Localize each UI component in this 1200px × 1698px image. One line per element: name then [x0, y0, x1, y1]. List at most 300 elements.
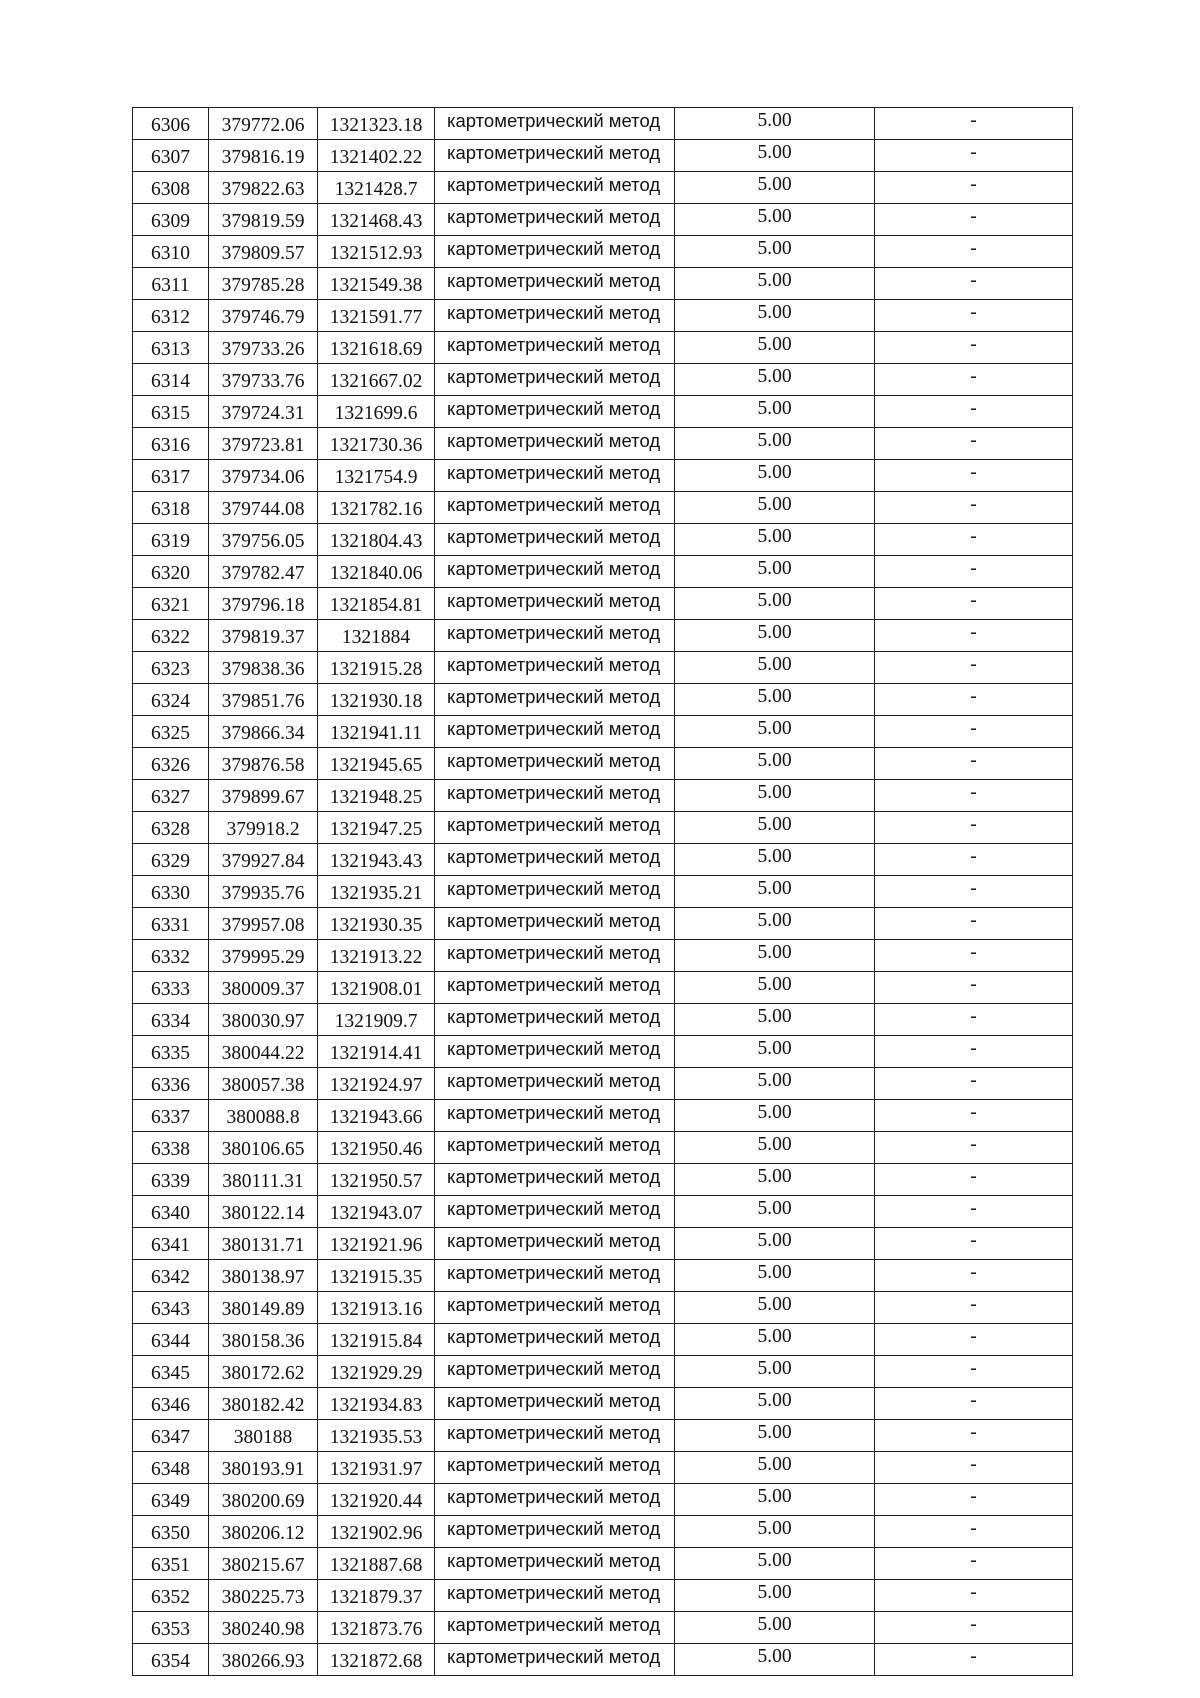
x-coordinate-cell: 379851.76	[209, 684, 318, 716]
y-coordinate-cell: 1321941.11	[318, 716, 435, 748]
note-cell: -	[875, 1324, 1073, 1356]
accuracy-cell: 5.00	[675, 812, 875, 844]
note-cell: -	[875, 556, 1073, 588]
note-cell: -	[875, 748, 1073, 780]
point-number-cell: 6334	[133, 1004, 209, 1036]
point-number-cell: 6352	[133, 1580, 209, 1612]
accuracy-cell: 5.00	[675, 1004, 875, 1036]
method-cell: картометрический метод	[435, 1036, 675, 1068]
table-row	[133, 1260, 1073, 1292]
table-row	[133, 140, 1073, 172]
note-cell: -	[875, 108, 1073, 140]
point-number-cell: 6349	[133, 1484, 209, 1516]
point-number-cell: 6318	[133, 492, 209, 524]
accuracy-cell: 5.00	[675, 1388, 875, 1420]
point-number-cell: 6316	[133, 428, 209, 460]
note-cell: -	[875, 1644, 1073, 1676]
y-coordinate-cell: 1321908.01	[318, 972, 435, 1004]
y-coordinate-cell: 1321591.77	[318, 300, 435, 332]
method-cell: картометрический метод	[435, 1452, 675, 1484]
table-row	[133, 780, 1073, 812]
note-cell: -	[875, 876, 1073, 908]
method-cell: картометрический метод	[435, 716, 675, 748]
accuracy-cell: 5.00	[675, 652, 875, 684]
point-number-cell: 6307	[133, 140, 209, 172]
note-cell: -	[875, 1580, 1073, 1612]
x-coordinate-cell: 380193.91	[209, 1452, 318, 1484]
x-coordinate-cell: 379899.67	[209, 780, 318, 812]
point-number-cell: 6321	[133, 588, 209, 620]
x-coordinate-cell: 379746.79	[209, 300, 318, 332]
table-row	[133, 236, 1073, 268]
y-coordinate-cell: 1321873.76	[318, 1612, 435, 1644]
point-number-cell: 6319	[133, 524, 209, 556]
x-coordinate-cell: 379724.31	[209, 396, 318, 428]
point-number-cell: 6351	[133, 1548, 209, 1580]
method-cell: картометрический метод	[435, 844, 675, 876]
y-coordinate-cell: 1321920.44	[318, 1484, 435, 1516]
method-cell: картометрический метод	[435, 460, 675, 492]
point-number-cell: 6306	[133, 108, 209, 140]
note-cell: -	[875, 940, 1073, 972]
point-number-cell: 6322	[133, 620, 209, 652]
note-cell: -	[875, 428, 1073, 460]
x-coordinate-cell: 379927.84	[209, 844, 318, 876]
accuracy-cell: 5.00	[675, 236, 875, 268]
y-coordinate-cell: 1321840.06	[318, 556, 435, 588]
note-cell: -	[875, 1388, 1073, 1420]
point-number-cell: 6336	[133, 1068, 209, 1100]
note-cell: -	[875, 652, 1073, 684]
note-cell: -	[875, 300, 1073, 332]
y-coordinate-cell: 1321945.65	[318, 748, 435, 780]
note-cell: -	[875, 1036, 1073, 1068]
x-coordinate-cell: 380240.98	[209, 1612, 318, 1644]
y-coordinate-cell: 1321913.22	[318, 940, 435, 972]
table-row	[133, 588, 1073, 620]
x-coordinate-cell: 379838.36	[209, 652, 318, 684]
note-cell: -	[875, 236, 1073, 268]
point-number-cell: 6333	[133, 972, 209, 1004]
method-cell: картометрический метод	[435, 172, 675, 204]
accuracy-cell: 5.00	[675, 1420, 875, 1452]
accuracy-cell: 5.00	[675, 908, 875, 940]
accuracy-cell: 5.00	[675, 140, 875, 172]
accuracy-cell: 5.00	[675, 300, 875, 332]
y-coordinate-cell: 1321804.43	[318, 524, 435, 556]
point-number-cell: 6344	[133, 1324, 209, 1356]
point-number-cell: 6324	[133, 684, 209, 716]
accuracy-cell: 5.00	[675, 1100, 875, 1132]
y-coordinate-cell: 1321549.38	[318, 268, 435, 300]
x-coordinate-cell: 379819.37	[209, 620, 318, 652]
note-cell: -	[875, 1068, 1073, 1100]
table-row	[133, 684, 1073, 716]
method-cell: картометрический метод	[435, 1260, 675, 1292]
note-cell: -	[875, 1228, 1073, 1260]
note-cell: -	[875, 1452, 1073, 1484]
table-row	[133, 300, 1073, 332]
table-row	[133, 1004, 1073, 1036]
table-row	[133, 332, 1073, 364]
method-cell: картометрический метод	[435, 1644, 675, 1676]
y-coordinate-cell: 1321909.7	[318, 1004, 435, 1036]
table-row	[133, 812, 1073, 844]
x-coordinate-cell: 380009.37	[209, 972, 318, 1004]
x-coordinate-cell: 379734.06	[209, 460, 318, 492]
point-number-cell: 6338	[133, 1132, 209, 1164]
point-number-cell: 6309	[133, 204, 209, 236]
method-cell: картометрический метод	[435, 1292, 675, 1324]
note-cell: -	[875, 1164, 1073, 1196]
y-coordinate-cell: 1321618.69	[318, 332, 435, 364]
accuracy-cell: 5.00	[675, 524, 875, 556]
accuracy-cell: 5.00	[675, 460, 875, 492]
table-row	[133, 1324, 1073, 1356]
point-number-cell: 6335	[133, 1036, 209, 1068]
point-number-cell: 6339	[133, 1164, 209, 1196]
x-coordinate-cell: 380138.97	[209, 1260, 318, 1292]
method-cell: картометрический метод	[435, 1164, 675, 1196]
point-number-cell: 6347	[133, 1420, 209, 1452]
point-number-cell: 6329	[133, 844, 209, 876]
x-coordinate-cell: 379733.76	[209, 364, 318, 396]
point-number-cell: 6326	[133, 748, 209, 780]
accuracy-cell: 5.00	[675, 1356, 875, 1388]
table-row	[133, 1420, 1073, 1452]
x-coordinate-cell: 379995.29	[209, 940, 318, 972]
note-cell: -	[875, 1132, 1073, 1164]
accuracy-cell: 5.00	[675, 268, 875, 300]
note-cell: -	[875, 620, 1073, 652]
x-coordinate-cell: 380030.97	[209, 1004, 318, 1036]
method-cell: картометрический метод	[435, 1388, 675, 1420]
table-row	[133, 396, 1073, 428]
x-coordinate-cell: 379822.63	[209, 172, 318, 204]
method-cell: картометрический метод	[435, 1324, 675, 1356]
method-cell: картометрический метод	[435, 1420, 675, 1452]
table-row	[133, 716, 1073, 748]
accuracy-cell: 5.00	[675, 716, 875, 748]
coordinates-table-body	[133, 108, 1073, 1676]
table-row	[133, 268, 1073, 300]
x-coordinate-cell: 380122.14	[209, 1196, 318, 1228]
x-coordinate-cell: 380044.22	[209, 1036, 318, 1068]
y-coordinate-cell: 1321872.68	[318, 1644, 435, 1676]
point-number-cell: 6342	[133, 1260, 209, 1292]
y-coordinate-cell: 1321931.97	[318, 1452, 435, 1484]
method-cell: картометрический метод	[435, 492, 675, 524]
point-number-cell: 6312	[133, 300, 209, 332]
note-cell: -	[875, 1356, 1073, 1388]
method-cell: картометрический метод	[435, 940, 675, 972]
accuracy-cell: 5.00	[675, 1132, 875, 1164]
point-number-cell: 6327	[133, 780, 209, 812]
note-cell: -	[875, 716, 1073, 748]
table-row	[133, 108, 1073, 140]
y-coordinate-cell: 1321943.43	[318, 844, 435, 876]
method-cell: картометрический метод	[435, 1516, 675, 1548]
x-coordinate-cell: 379756.05	[209, 524, 318, 556]
point-number-cell: 6313	[133, 332, 209, 364]
table-row	[133, 1452, 1073, 1484]
note-cell: -	[875, 1196, 1073, 1228]
x-coordinate-cell: 379744.08	[209, 492, 318, 524]
accuracy-cell: 5.00	[675, 1516, 875, 1548]
method-cell: картометрический метод	[435, 972, 675, 1004]
note-cell: -	[875, 172, 1073, 204]
accuracy-cell: 5.00	[675, 1580, 875, 1612]
x-coordinate-cell: 379772.06	[209, 108, 318, 140]
table-row	[133, 940, 1073, 972]
y-coordinate-cell: 1321468.43	[318, 204, 435, 236]
y-coordinate-cell: 1321935.53	[318, 1420, 435, 1452]
y-coordinate-cell: 1321924.97	[318, 1068, 435, 1100]
method-cell: картометрический метод	[435, 908, 675, 940]
table-row	[133, 876, 1073, 908]
table-row	[133, 1548, 1073, 1580]
accuracy-cell: 5.00	[675, 204, 875, 236]
note-cell: -	[875, 588, 1073, 620]
point-number-cell: 6340	[133, 1196, 209, 1228]
x-coordinate-cell: 379816.19	[209, 140, 318, 172]
accuracy-cell: 5.00	[675, 1292, 875, 1324]
y-coordinate-cell: 1321930.18	[318, 684, 435, 716]
x-coordinate-cell: 380182.42	[209, 1388, 318, 1420]
method-cell: картометрический метод	[435, 1068, 675, 1100]
method-cell: картометрический метод	[435, 876, 675, 908]
accuracy-cell: 5.00	[675, 1324, 875, 1356]
point-number-cell: 6343	[133, 1292, 209, 1324]
y-coordinate-cell: 1321879.37	[318, 1580, 435, 1612]
y-coordinate-cell: 1321948.25	[318, 780, 435, 812]
table-row	[133, 1068, 1073, 1100]
y-coordinate-cell: 1321884	[318, 620, 435, 652]
method-cell: картометрический метод	[435, 1004, 675, 1036]
accuracy-cell: 5.00	[675, 1260, 875, 1292]
x-coordinate-cell: 380131.71	[209, 1228, 318, 1260]
y-coordinate-cell: 1321934.83	[318, 1388, 435, 1420]
accuracy-cell: 5.00	[675, 1484, 875, 1516]
method-cell: картометрический метод	[435, 588, 675, 620]
x-coordinate-cell: 380158.36	[209, 1324, 318, 1356]
method-cell: картометрический метод	[435, 1132, 675, 1164]
table-row	[133, 556, 1073, 588]
y-coordinate-cell: 1321428.7	[318, 172, 435, 204]
y-coordinate-cell: 1321930.35	[318, 908, 435, 940]
note-cell: -	[875, 140, 1073, 172]
table-row	[133, 524, 1073, 556]
method-cell: картометрический метод	[435, 780, 675, 812]
accuracy-cell: 5.00	[675, 972, 875, 1004]
note-cell: -	[875, 844, 1073, 876]
point-number-cell: 6311	[133, 268, 209, 300]
table-row	[133, 1196, 1073, 1228]
accuracy-cell: 5.00	[675, 1196, 875, 1228]
x-coordinate-cell: 380215.67	[209, 1548, 318, 1580]
point-number-cell: 6332	[133, 940, 209, 972]
table-row	[133, 844, 1073, 876]
method-cell: картометрический метод	[435, 332, 675, 364]
y-coordinate-cell: 1321699.6	[318, 396, 435, 428]
method-cell: картометрический метод	[435, 108, 675, 140]
accuracy-cell: 5.00	[675, 1452, 875, 1484]
x-coordinate-cell: 380149.89	[209, 1292, 318, 1324]
note-cell: -	[875, 1548, 1073, 1580]
accuracy-cell: 5.00	[675, 1548, 875, 1580]
note-cell: -	[875, 1292, 1073, 1324]
y-coordinate-cell: 1321915.35	[318, 1260, 435, 1292]
note-cell: -	[875, 1612, 1073, 1644]
method-cell: картометрический метод	[435, 1580, 675, 1612]
x-coordinate-cell: 380188	[209, 1420, 318, 1452]
table-row	[133, 364, 1073, 396]
y-coordinate-cell: 1321887.68	[318, 1548, 435, 1580]
y-coordinate-cell: 1321730.36	[318, 428, 435, 460]
point-number-cell: 6323	[133, 652, 209, 684]
point-number-cell: 6341	[133, 1228, 209, 1260]
accuracy-cell: 5.00	[675, 108, 875, 140]
point-number-cell: 6315	[133, 396, 209, 428]
method-cell: картометрический метод	[435, 620, 675, 652]
table-row	[133, 1036, 1073, 1068]
table-row	[133, 1644, 1073, 1676]
accuracy-cell: 5.00	[675, 780, 875, 812]
point-number-cell: 6354	[133, 1644, 209, 1676]
method-cell: картометрический метод	[435, 300, 675, 332]
x-coordinate-cell: 379876.58	[209, 748, 318, 780]
method-cell: картометрический метод	[435, 1484, 675, 1516]
table-row	[133, 1164, 1073, 1196]
note-cell: -	[875, 460, 1073, 492]
point-number-cell: 6331	[133, 908, 209, 940]
point-number-cell: 6310	[133, 236, 209, 268]
point-number-cell: 6320	[133, 556, 209, 588]
method-cell: картометрический метод	[435, 204, 675, 236]
note-cell: -	[875, 1004, 1073, 1036]
method-cell: картометрический метод	[435, 812, 675, 844]
accuracy-cell: 5.00	[675, 396, 875, 428]
x-coordinate-cell: 380172.62	[209, 1356, 318, 1388]
y-coordinate-cell: 1321323.18	[318, 108, 435, 140]
note-cell: -	[875, 684, 1073, 716]
method-cell: картометрический метод	[435, 1548, 675, 1580]
table-row	[133, 1388, 1073, 1420]
y-coordinate-cell: 1321929.29	[318, 1356, 435, 1388]
y-coordinate-cell: 1321915.84	[318, 1324, 435, 1356]
table-row	[133, 1100, 1073, 1132]
y-coordinate-cell: 1321902.96	[318, 1516, 435, 1548]
x-coordinate-cell: 380057.38	[209, 1068, 318, 1100]
point-number-cell: 6346	[133, 1388, 209, 1420]
note-cell: -	[875, 1260, 1073, 1292]
accuracy-cell: 5.00	[675, 844, 875, 876]
accuracy-cell: 5.00	[675, 620, 875, 652]
accuracy-cell: 5.00	[675, 1036, 875, 1068]
method-cell: картометрический метод	[435, 1356, 675, 1388]
table-row	[133, 428, 1073, 460]
method-cell: картометрический метод	[435, 684, 675, 716]
coordinates-table	[132, 107, 1073, 1676]
note-cell: -	[875, 524, 1073, 556]
x-coordinate-cell: 379866.34	[209, 716, 318, 748]
table-row	[133, 652, 1073, 684]
accuracy-cell: 5.00	[675, 1068, 875, 1100]
y-coordinate-cell: 1321943.66	[318, 1100, 435, 1132]
point-number-cell: 6325	[133, 716, 209, 748]
y-coordinate-cell: 1321913.16	[318, 1292, 435, 1324]
accuracy-cell: 5.00	[675, 1612, 875, 1644]
accuracy-cell: 5.00	[675, 588, 875, 620]
table-row	[133, 1292, 1073, 1324]
accuracy-cell: 5.00	[675, 172, 875, 204]
table-row	[133, 1228, 1073, 1260]
point-number-cell: 6345	[133, 1356, 209, 1388]
method-cell: картометрический метод	[435, 652, 675, 684]
point-number-cell: 6328	[133, 812, 209, 844]
note-cell: -	[875, 268, 1073, 300]
accuracy-cell: 5.00	[675, 748, 875, 780]
note-cell: -	[875, 396, 1073, 428]
table-row	[133, 1356, 1073, 1388]
method-cell: картометрический метод	[435, 524, 675, 556]
x-coordinate-cell: 379785.28	[209, 268, 318, 300]
method-cell: картометрический метод	[435, 1196, 675, 1228]
table-row	[133, 172, 1073, 204]
y-coordinate-cell: 1321754.9	[318, 460, 435, 492]
point-number-cell: 6330	[133, 876, 209, 908]
y-coordinate-cell: 1321950.46	[318, 1132, 435, 1164]
note-cell: -	[875, 908, 1073, 940]
table-row	[133, 972, 1073, 1004]
y-coordinate-cell: 1321950.57	[318, 1164, 435, 1196]
note-cell: -	[875, 812, 1073, 844]
table-row	[133, 620, 1073, 652]
accuracy-cell: 5.00	[675, 876, 875, 908]
x-coordinate-cell: 379809.57	[209, 236, 318, 268]
method-cell: картометрический метод	[435, 140, 675, 172]
table-row	[133, 204, 1073, 236]
accuracy-cell: 5.00	[675, 940, 875, 972]
method-cell: картометрический метод	[435, 396, 675, 428]
method-cell: картометрический метод	[435, 556, 675, 588]
y-coordinate-cell: 1321947.25	[318, 812, 435, 844]
table-row	[133, 492, 1073, 524]
method-cell: картометрический метод	[435, 1612, 675, 1644]
point-number-cell: 6337	[133, 1100, 209, 1132]
method-cell: картометрический метод	[435, 748, 675, 780]
note-cell: -	[875, 1420, 1073, 1452]
x-coordinate-cell: 380200.69	[209, 1484, 318, 1516]
accuracy-cell: 5.00	[675, 428, 875, 460]
table-row	[133, 908, 1073, 940]
accuracy-cell: 5.00	[675, 364, 875, 396]
y-coordinate-cell: 1321915.28	[318, 652, 435, 684]
x-coordinate-cell: 380111.31	[209, 1164, 318, 1196]
x-coordinate-cell: 380206.12	[209, 1516, 318, 1548]
table-row	[133, 1612, 1073, 1644]
y-coordinate-cell: 1321782.16	[318, 492, 435, 524]
method-cell: картометрический метод	[435, 1228, 675, 1260]
x-coordinate-cell: 379733.26	[209, 332, 318, 364]
note-cell: -	[875, 1516, 1073, 1548]
accuracy-cell: 5.00	[675, 1164, 875, 1196]
note-cell: -	[875, 204, 1073, 236]
note-cell: -	[875, 1100, 1073, 1132]
y-coordinate-cell: 1321935.21	[318, 876, 435, 908]
x-coordinate-cell: 379957.08	[209, 908, 318, 940]
accuracy-cell: 5.00	[675, 684, 875, 716]
